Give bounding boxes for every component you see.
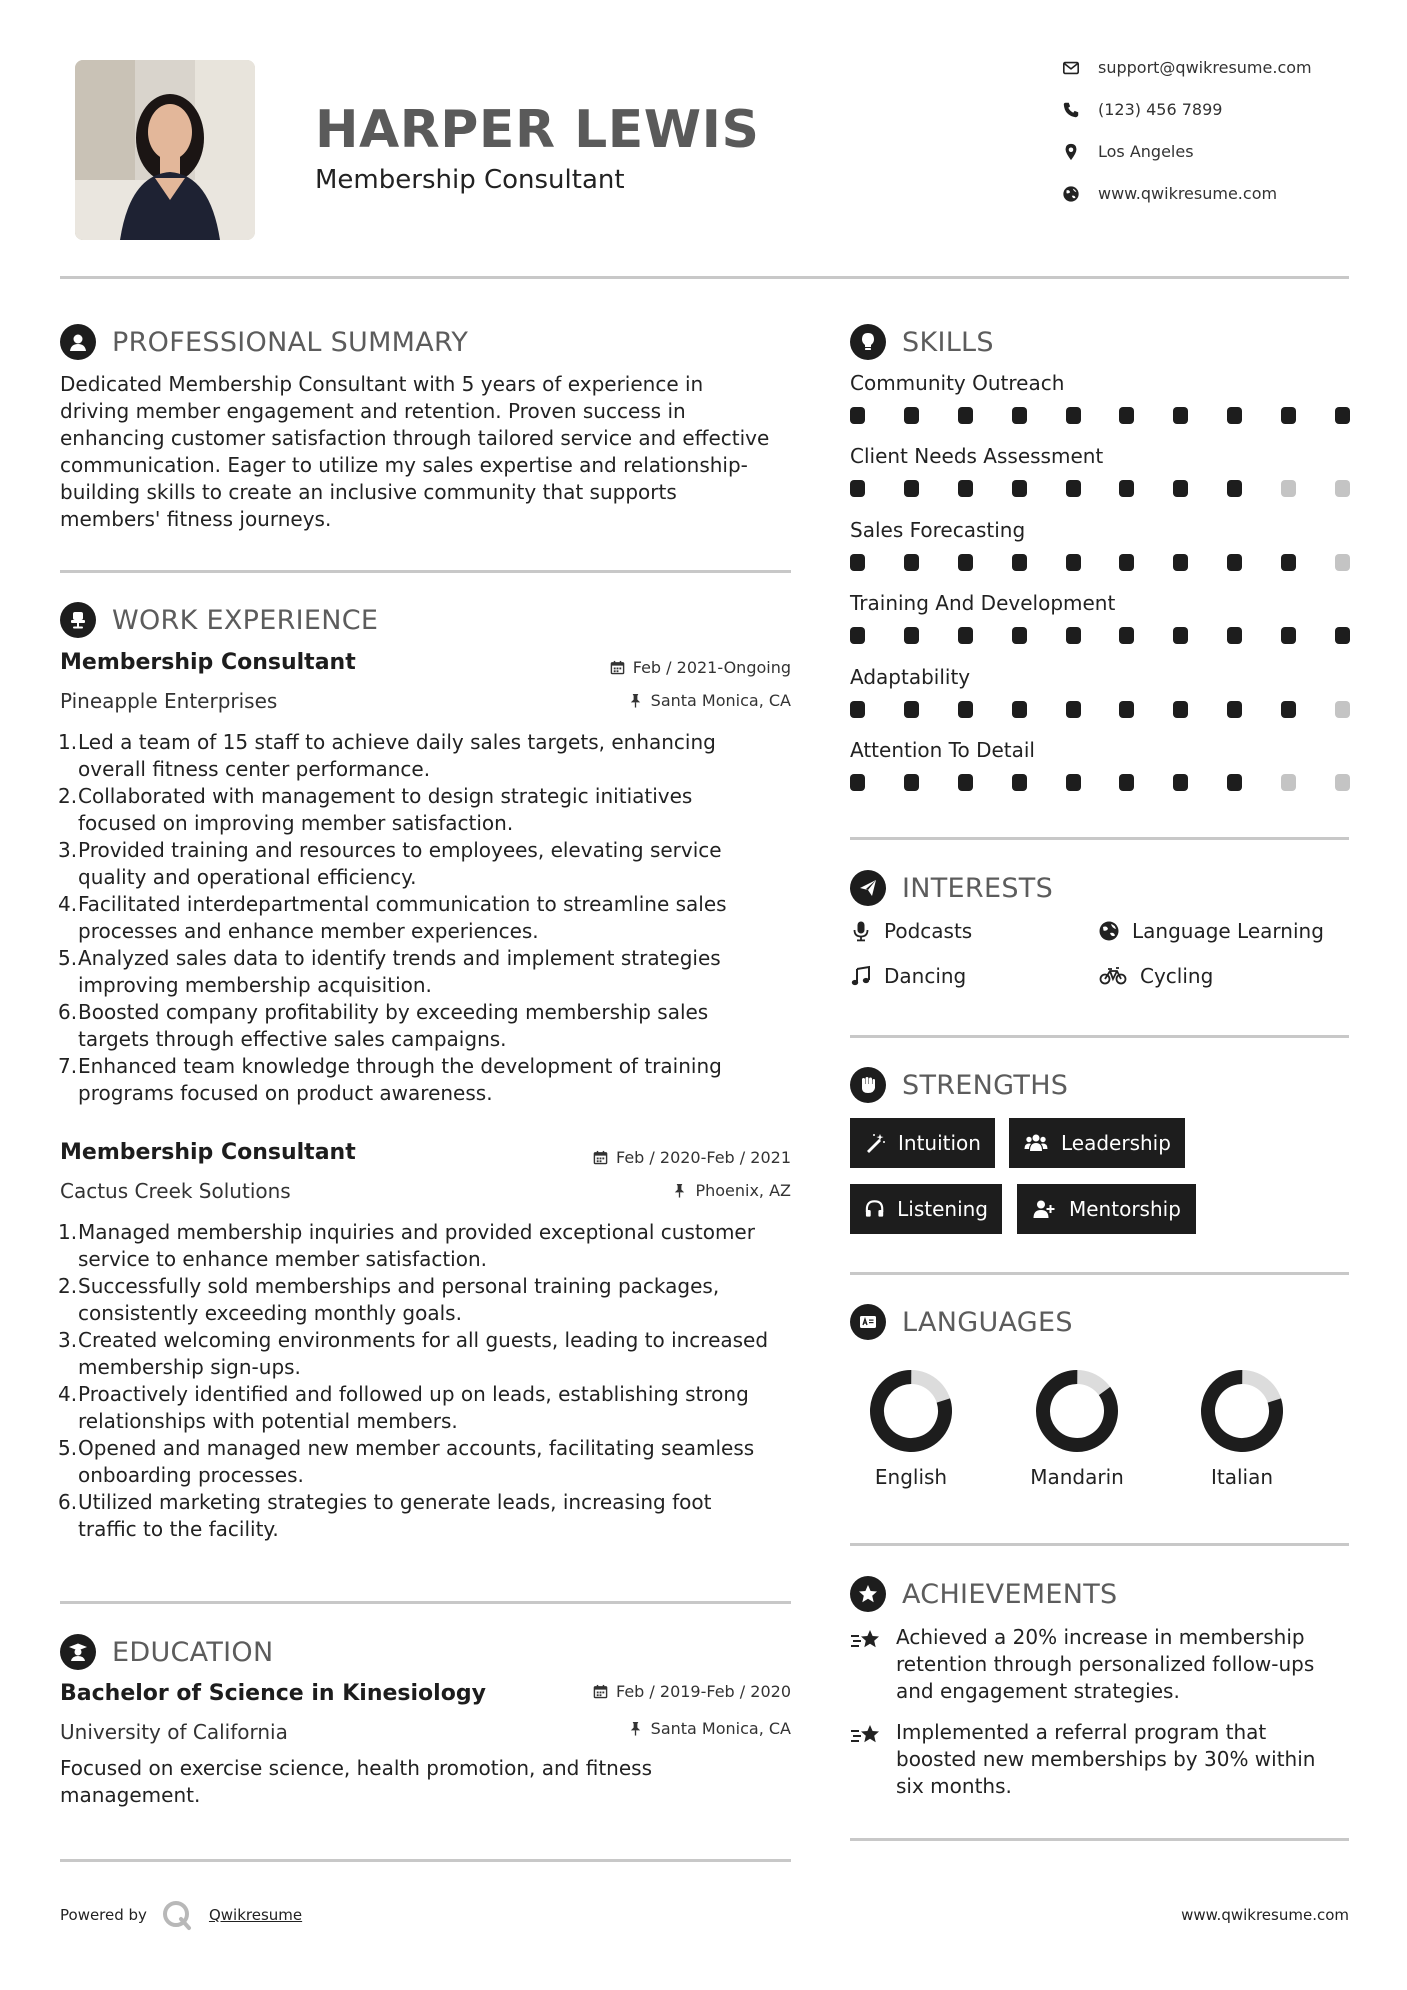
interest-label: Language Learning <box>1132 919 1324 943</box>
rating-dot-filled <box>1012 774 1027 791</box>
languages-heading-text: LANGUAGES <box>902 1306 1073 1338</box>
achievement-item: Achieved a 20% increase in membership retention through personalized follow-ups and engagement strategies. <box>850 1624 1350 1705</box>
list-item: 2. Collaborated with management to design strategic initiatives focused on improving member satisfaction. <box>58 784 693 835</box>
contact-website-text: www.qwikresume.com <box>1098 184 1278 203</box>
rating-dot-filled <box>850 480 865 497</box>
footer-website[interactable]: www.qwikresume.com <box>1181 1906 1349 1924</box>
pushpin-icon <box>628 1721 643 1736</box>
interest-item <box>1098 919 1324 943</box>
achievement-item: Implemented a referral program that boosted new memberships by 30% within six months. <box>850 1719 1350 1800</box>
education-dates <box>491 1682 791 1701</box>
rating-dot-filled <box>1173 407 1188 424</box>
skill-rating <box>850 407 1350 424</box>
skill-name: Training And Development <box>850 591 1116 616</box>
language-name: Italian <box>1210 1465 1274 1489</box>
job-2-dates-text: Feb / 2020-Feb / 2021 <box>616 1148 791 1167</box>
rating-dot-filled <box>1119 407 1134 424</box>
calendar-icon <box>610 660 625 675</box>
contact-email-text: support@qwikresume.com <box>1098 58 1312 77</box>
rating-dot-filled <box>904 480 919 497</box>
user-plus-icon <box>1031 1198 1057 1220</box>
skill-name: Community Outreach <box>850 371 1065 395</box>
language-name: English <box>874 1465 948 1489</box>
rating-dot-filled <box>1227 480 1242 497</box>
rating-dot-filled <box>1066 554 1081 571</box>
rating-dot-filled <box>850 774 865 791</box>
skill-row <box>850 738 1350 811</box>
strengths-heading-text: STRENGTHS <box>902 1069 1069 1101</box>
paper-plane-icon <box>850 870 886 906</box>
rating-dot-filled <box>850 627 865 644</box>
qwikresume-link[interactable]: Qwikresume <box>208 1906 303 1924</box>
skill-name: Sales Forecasting <box>850 517 1026 542</box>
job-2-location <box>491 1181 791 1200</box>
skill-row <box>850 371 1350 444</box>
language-item <box>1007 1367 1147 1489</box>
skill-name: Adaptability <box>850 664 971 689</box>
rating-dot-filled <box>1227 701 1242 718</box>
languages-heading <box>850 1304 1073 1340</box>
interests-heading-text: INTERESTS <box>902 872 1054 904</box>
rating-dot-filled <box>1012 554 1027 571</box>
skill-rating <box>850 554 1350 571</box>
job-1-title: Membership Consultant <box>60 650 356 675</box>
job-2-location-text: Phoenix, AZ <box>695 1181 791 1200</box>
graduate-icon <box>60 1634 96 1670</box>
contact-location-text: Los Angeles <box>1098 142 1194 161</box>
map-pin-icon <box>1062 143 1080 161</box>
rating-dot-filled <box>1012 480 1027 497</box>
summary-line: enhancing customer satisfaction through tailored service and effective <box>60 426 770 450</box>
contact-phone[interactable] <box>1062 100 1392 119</box>
rating-dot-filled <box>1119 627 1134 644</box>
rating-dot-empty <box>1281 480 1296 497</box>
skill-row <box>850 518 1350 591</box>
contact-email[interactable] <box>1062 58 1392 77</box>
interest-item <box>850 964 966 988</box>
summary-line: communication. Eager to utilize my sales expertise and relationship- <box>60 453 748 477</box>
interest-label: Cycling <box>1140 964 1214 988</box>
skill-name: Attention To Detail <box>850 737 1035 762</box>
shooting-star-icon <box>850 1721 884 1751</box>
experience-heading <box>60 602 378 638</box>
globe-icon <box>1062 185 1080 203</box>
strength-label: Mentorship <box>1069 1197 1181 1221</box>
language-proficiency-arc <box>1033 1367 1121 1455</box>
header-divider <box>60 276 1349 279</box>
rating-dot-filled <box>1066 627 1081 644</box>
rating-dot-filled <box>904 554 919 571</box>
user-circle-icon <box>60 324 96 360</box>
skill-rating <box>850 701 1350 718</box>
list-item: 6. Boosted company profitability by exceeding membership sales targets through effective sales campaigns. <box>58 1000 709 1051</box>
candidate-name: HARPER LEWIS <box>315 100 760 160</box>
envelope-icon <box>1062 59 1080 77</box>
achievements-heading <box>850 1576 1118 1612</box>
list-item: 3. Provided training and resources to employees, elevating service quality and operational efficiency. <box>58 838 722 889</box>
footer-powered-by <box>60 1898 302 1932</box>
skill-rating <box>850 480 1350 497</box>
language-ring <box>1198 1367 1286 1455</box>
rating-dot-filled <box>1335 627 1350 644</box>
rating-dot-filled <box>1335 407 1350 424</box>
interests-heading <box>850 870 1053 906</box>
rating-dot-filled <box>850 554 865 571</box>
skill-row <box>850 444 1350 517</box>
strength-tag <box>1009 1118 1185 1168</box>
rating-dot-filled <box>1173 774 1188 791</box>
skill-row <box>850 665 1350 738</box>
education-dates-text: Feb / 2019-Feb / 2020 <box>616 1682 791 1701</box>
rating-dot-filled <box>1281 407 1296 424</box>
pushpin-icon <box>672 1183 687 1198</box>
list-item: 6. Utilized marketing strategies to generate leads, increasing foot traffic to the facility. <box>58 1490 712 1541</box>
rating-dot-filled <box>904 407 919 424</box>
rating-dot-filled <box>904 627 919 644</box>
rating-dot-filled <box>1066 701 1081 718</box>
job-2-dates <box>491 1148 791 1167</box>
headphones-icon <box>864 1198 885 1220</box>
job-1-responsibilities <box>60 729 800 1107</box>
languages-divider <box>850 1543 1349 1546</box>
job-2-company: Cactus Creek Solutions <box>60 1179 291 1203</box>
education-heading-text: EDUCATION <box>112 1636 274 1668</box>
strength-tag <box>850 1118 995 1168</box>
phone-icon <box>1062 101 1080 119</box>
education-degree: Bachelor of Science in Kinesiology <box>60 1681 486 1706</box>
contact-location <box>1062 142 1392 161</box>
education-description: Focused on exercise science, health promotion, and fitness management. <box>60 1756 652 1807</box>
rating-dot-filled <box>1281 627 1296 644</box>
rating-dot-filled <box>1119 774 1134 791</box>
star-badge-icon <box>850 1576 886 1612</box>
fist-icon <box>850 1067 886 1103</box>
interests-divider <box>850 1035 1349 1038</box>
language-item <box>841 1367 981 1489</box>
skills-divider <box>850 837 1349 840</box>
skill-row <box>850 591 1350 664</box>
strength-label: Intuition <box>898 1131 981 1155</box>
rating-dot-empty <box>1335 774 1350 791</box>
shooting-star-icon <box>850 1626 884 1656</box>
rating-dot-filled <box>1173 627 1188 644</box>
achievements-heading-text: ACHIEVEMENTS <box>902 1578 1118 1610</box>
summary-line: Dedicated Membership Consultant with 5 years of experience in <box>60 372 704 396</box>
language-proficiency-arc <box>868 1368 954 1454</box>
rating-dot-filled <box>904 774 919 791</box>
interest-label: Podcasts <box>884 919 973 943</box>
rating-dot-filled <box>1066 480 1081 497</box>
profile-photo <box>75 60 255 240</box>
skill-rating <box>850 774 1350 791</box>
rating-dot-filled <box>1066 407 1081 424</box>
microphone-icon <box>850 920 872 942</box>
skill-name: Client Needs Assessment <box>850 444 1104 469</box>
summary-line: members' fitness journeys. <box>60 507 332 531</box>
list-item: 4. Proactively identified and followed up on leads, establishing strong relationships with potential members. <box>58 1382 749 1433</box>
strength-label: Listening <box>897 1197 988 1221</box>
list-item: 5. Analyzed sales data to identify trends and implement strategies improving membership acquisition. <box>58 946 721 997</box>
strengths-divider <box>850 1272 1349 1275</box>
education-location-text: Santa Monica, CA <box>650 1719 791 1738</box>
skills-heading-text: SKILLS <box>902 326 994 358</box>
rating-dot-filled <box>1281 701 1296 718</box>
list-item: 1. Led a team of 15 staff to achieve daily sales targets, enhancing overall fitness center performance. <box>58 730 716 781</box>
summary-divider <box>60 570 791 573</box>
education-school: University of California <box>60 1720 288 1744</box>
users-icon <box>1023 1132 1049 1154</box>
rating-dot-empty <box>1335 701 1350 718</box>
skills-heading <box>850 324 994 360</box>
language-name: Mandarin <box>1030 1465 1124 1489</box>
rating-dot-filled <box>958 701 973 718</box>
qwikresume-logo-icon <box>161 1898 195 1932</box>
chair-icon <box>60 602 96 638</box>
rating-dot-filled <box>958 627 973 644</box>
interest-item <box>1098 964 1213 988</box>
rating-dot-filled <box>958 407 973 424</box>
magic-wand-icon <box>864 1132 886 1154</box>
rating-dot-filled <box>1227 627 1242 644</box>
education-heading <box>60 1634 273 1670</box>
powered-by-text: Powered by <box>60 1906 147 1924</box>
candidate-title: Membership Consultant <box>315 165 625 195</box>
rating-dot-filled <box>1227 774 1242 791</box>
music-note-icon <box>850 965 872 987</box>
strength-label: Leadership <box>1061 1131 1171 1155</box>
rating-dot-filled <box>850 407 865 424</box>
rating-dot-filled <box>1119 701 1134 718</box>
calendar-icon <box>593 1150 608 1165</box>
list-item: 7. Enhanced team knowledge through the development of training programs focused on product awareness. <box>58 1054 722 1105</box>
rating-dot-filled <box>958 480 973 497</box>
experience-heading-text: WORK EXPERIENCE <box>112 604 379 636</box>
strengths-heading <box>850 1067 1068 1103</box>
list-item: 3. Created welcoming environments for all guests, leading to increased membership sign-ups. <box>58 1328 769 1379</box>
calendar-icon <box>593 1684 608 1699</box>
rating-dot-filled <box>904 701 919 718</box>
skill-rating <box>850 627 1350 644</box>
achievements-divider <box>850 1838 1349 1841</box>
language-ring <box>1033 1367 1121 1455</box>
list-item: 1. Managed membership inquiries and provided exceptional customer service to enhance member satisfaction. <box>58 1220 755 1271</box>
experience-divider <box>60 1601 791 1604</box>
interest-label: Dancing <box>884 964 967 988</box>
rating-dot-filled <box>1227 407 1242 424</box>
bicycle-icon <box>1098 965 1128 987</box>
list-item: 5. Opened and managed new member accounts, facilitating seamless onboarding processes. <box>58 1436 755 1487</box>
rating-dot-filled <box>1119 554 1134 571</box>
contact-phone-text: (123) 456 7899 <box>1098 100 1223 119</box>
language-ring <box>867 1367 955 1455</box>
rating-dot-filled <box>1173 701 1188 718</box>
summary-line: building skills to create an inclusive community that supports <box>60 480 677 504</box>
rating-dot-filled <box>850 701 865 718</box>
rating-dot-empty <box>1335 554 1350 571</box>
education-location <box>491 1719 791 1738</box>
rating-dot-filled <box>1012 627 1027 644</box>
rating-dot-filled <box>958 554 973 571</box>
contact-website[interactable] <box>1062 184 1392 203</box>
language-item <box>1172 1367 1312 1489</box>
rating-dot-filled <box>1227 554 1242 571</box>
summary-heading-text: PROFESSIONAL SUMMARY <box>112 326 469 358</box>
summary-heading <box>60 324 468 360</box>
summary-line: driving member engagement and retention. Proven success in <box>60 399 686 423</box>
strength-tag <box>1017 1184 1196 1234</box>
job-1-location <box>491 691 791 710</box>
job-2-title: Membership Consultant <box>60 1140 356 1165</box>
job-1-dates-text: Feb / 2021-Ongoing <box>632 658 791 677</box>
skills-list <box>850 371 1350 811</box>
language-proficiency-arc <box>1199 1368 1285 1454</box>
rating-dot-filled <box>1173 480 1188 497</box>
rating-dot-filled <box>1281 554 1296 571</box>
pushpin-icon <box>628 693 643 708</box>
summary-text <box>60 371 800 533</box>
interest-item <box>850 919 972 943</box>
rating-dot-filled <box>1012 701 1027 718</box>
job-2-responsibilities <box>60 1219 800 1543</box>
rating-dot-filled <box>1119 480 1134 497</box>
rating-dot-filled <box>1012 407 1027 424</box>
strength-tag <box>850 1184 1002 1234</box>
lightbulb-icon <box>850 324 886 360</box>
job-1-dates <box>491 658 791 677</box>
rating-dot-filled <box>958 774 973 791</box>
education-divider <box>60 1859 791 1862</box>
rating-dot-filled <box>1173 554 1188 571</box>
list-item: 2. Successfully sold memberships and personal training packages, consistently exceeding monthly goals. <box>58 1274 720 1325</box>
globe-icon <box>1098 920 1120 942</box>
job-1-company: Pineapple Enterprises <box>60 689 278 713</box>
rating-dot-empty <box>1281 774 1296 791</box>
job-1-location-text: Santa Monica, CA <box>650 691 791 710</box>
rating-dot-empty <box>1335 480 1350 497</box>
list-item: 4. Facilitated interdepartmental communication to streamline sales processes and enhance member experiences. <box>58 892 727 943</box>
rating-dot-filled <box>1066 774 1081 791</box>
language-card-icon <box>850 1304 886 1340</box>
